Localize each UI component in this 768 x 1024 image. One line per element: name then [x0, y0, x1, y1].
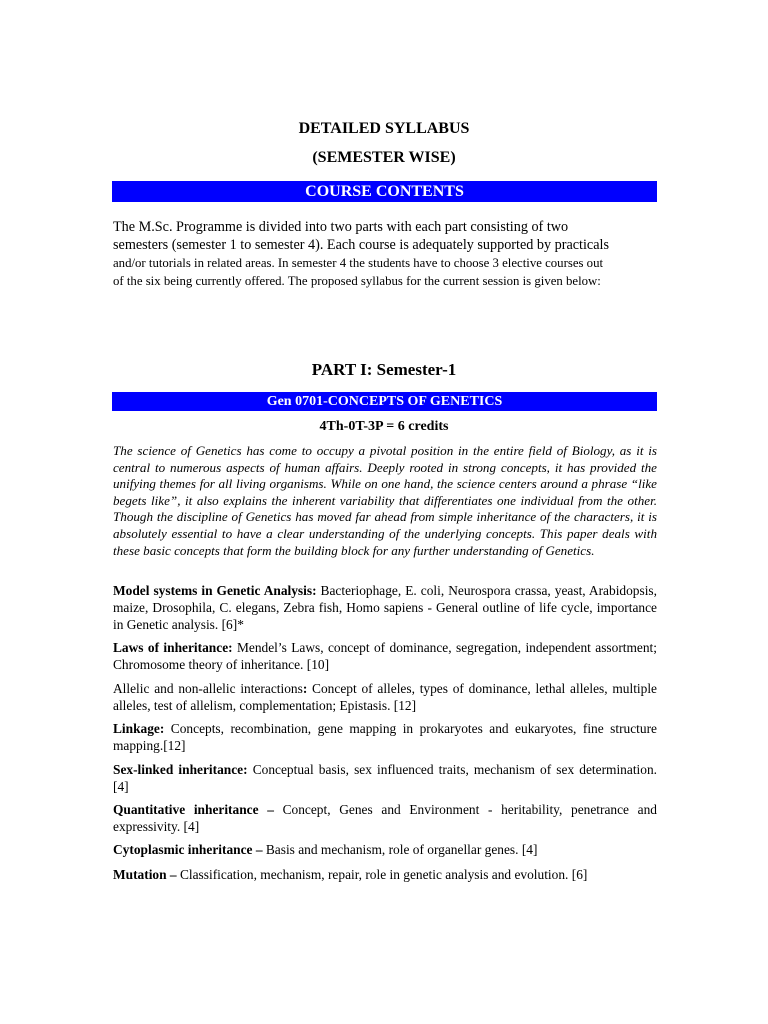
topic-heading: Quantitative inheritance – [113, 802, 274, 817]
intro-line: The M.Sc. Programme is divided into two parts with each part consisting of two [113, 219, 569, 235]
topic-linkage [113, 720, 657, 754]
course-contents-banner: COURSE CONTENTS [112, 181, 657, 202]
topic-heading-colon: : [302, 681, 308, 696]
course-description: The science of Genetics has come to occupy a pivotal position in the entire field of Biology, as it is central to numerous aspects of human affairs. Deeply rooted in strong concepts, it has provided the unifying themes for all living organisms. While on one hand, the science centers around a phrase “like begets like”, it also explains the inherent variability that differentiates one individual from the other. Though the discipline of Genetics has moved far ahead from simple inheritance of the characters, it is absolutely essential to have a clear understanding of the underlying concepts. This paper deals with these basic concepts that form the building block for any further understanding of Genetics. [113, 443, 657, 558]
page-title: DETAILED SYLLABUS [298, 120, 470, 137]
topic-laws-of-inheritance [113, 639, 657, 673]
topic-heading: Allelic and non-allelic interactions [113, 681, 303, 696]
topic-heading: Cytoplasmic inheritance – [113, 842, 263, 857]
topic-sex-linked-inheritance [113, 761, 657, 795]
intro-line: and/or tutorials in related areas. In semester 4 the students have to choose 3 elective courses out [113, 256, 604, 270]
topic-heading: Model systems in Genetic Analysis: [113, 583, 317, 598]
intro-paragraph [113, 218, 661, 290]
topic-body: Concept of alleles, types of dominance, lethal alleles, multiple alleles, test of allelism, complementation; Epistasis. [12] [113, 681, 657, 713]
topic-model-systems [113, 582, 657, 633]
topic-body: Mendel’s Laws, concept of dominance, segregation, independent assortment; Chromosome theory of inheritance. [10] [113, 640, 657, 672]
intro-line: semesters (semester 1 to semester 4). Each course is adequately supported by practicals [113, 237, 609, 253]
topic-body: Concepts, recombination, gene mapping in prokaryotes and eukaryotes, fine structure mapping.[12] [113, 721, 657, 753]
topic-body: Conceptual basis, sex influenced traits, mechanism of sex determination. [4] [113, 762, 657, 794]
topic-mutation [113, 866, 657, 883]
topic-heading: Linkage: [113, 721, 165, 736]
page-subtitle: (SEMESTER WISE) [312, 149, 456, 166]
topic-body: Basis and mechanism, role of organellar genes. [4] [262, 842, 538, 857]
topic-heading: Laws of inheritance: [113, 640, 233, 655]
course-credits: 4Th-0T-3P = 6 credits [319, 419, 449, 434]
part-heading: PART I: Semester-1 [311, 360, 457, 379]
topic-cytoplasmic-inheritance [113, 841, 657, 858]
topic-quantitative-inheritance [113, 801, 657, 835]
topic-allelic-interactions [113, 680, 657, 714]
topic-heading: Sex-linked inheritance: [113, 762, 248, 777]
topic-body: Bacteriophage, E. coli, Neurospora crassa, yeast, Arabidopsis, maize, Drosophila, C. elegans, Zebra fish, Homo sapiens - General outline of life cycle, importance in Genetic analysis. [6]* [113, 583, 657, 632]
intro-line: of the six being currently offered. The proposed syllabus for the current session is given below: [113, 274, 601, 288]
topic-heading: Mutation – [113, 867, 177, 882]
course-banner: Gen 0701-CONCEPTS OF GENETICS [112, 392, 657, 411]
topic-body: Classification, mechanism, repair, role in genetic analysis and evolution. [6] [176, 867, 588, 882]
topic-body: Concept, Genes and Environment - heritability, penetrance and expressivity. [4] [113, 802, 657, 834]
